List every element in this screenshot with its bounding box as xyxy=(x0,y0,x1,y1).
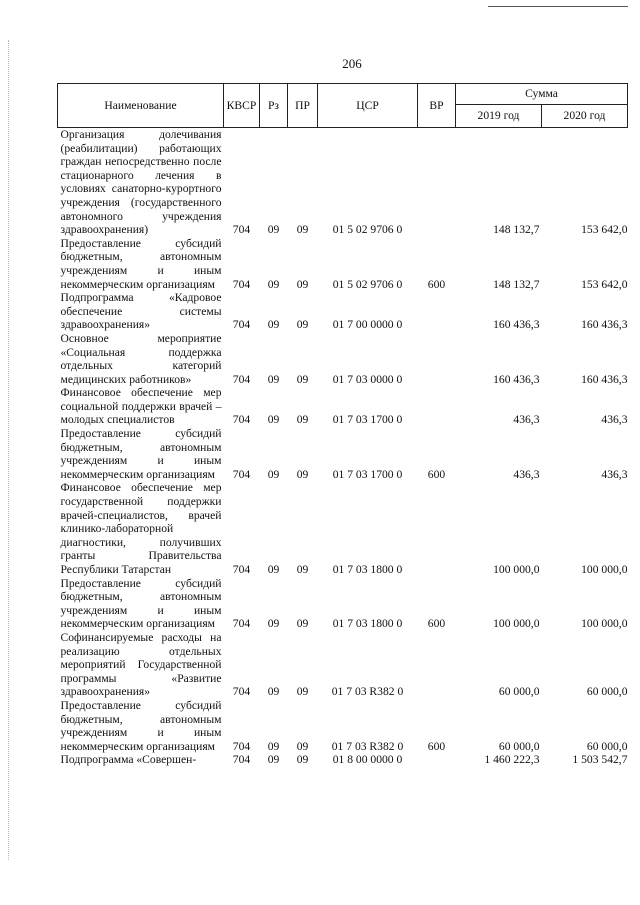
header-rz: Рз xyxy=(260,84,288,128)
row-csr: 01 7 03 1800 0 xyxy=(332,563,403,576)
row-rz: 09 xyxy=(267,739,280,753)
row-sum-2019: 436,3 xyxy=(513,413,540,427)
header-csr: ЦСР xyxy=(318,84,418,128)
table-row xyxy=(58,332,628,386)
row-pr: 09 xyxy=(296,372,309,386)
row-pr: 09 xyxy=(296,739,309,753)
row-sum-2020: 60 000,0 xyxy=(586,685,628,699)
row-pr: 09 xyxy=(296,413,309,427)
row-rz: 09 xyxy=(267,753,280,767)
row-sum-2020: 60 000,0 xyxy=(586,739,628,753)
row-pr: 09 xyxy=(296,467,309,481)
row-sum-2020: 100 000,0 xyxy=(581,617,628,631)
table-row xyxy=(58,237,628,291)
row-vr xyxy=(418,128,456,237)
row-name: Финансовое обеспечение мер социальной поддержки врачей – молодых специалистов xyxy=(60,386,222,427)
row-csr: 01 7 03 R382 0 xyxy=(331,685,404,699)
row-rz: 09 xyxy=(267,277,280,291)
row-sum-2020: 436,3 xyxy=(601,467,628,481)
row-rz: 09 xyxy=(267,413,280,427)
row-csr: 01 8 00 0000 0 xyxy=(332,753,403,767)
row-rz: 09 xyxy=(267,563,280,576)
row-kvsr: 704 xyxy=(232,277,251,291)
row-pr: 09 xyxy=(296,318,309,332)
row-sum-2020: 1 503 542,7 xyxy=(572,753,628,767)
table-row xyxy=(58,631,628,699)
row-kvsr: 704 xyxy=(232,372,251,386)
row-csr: 01 7 03 1700 0 xyxy=(332,467,403,481)
row-pr: 09 xyxy=(296,753,309,767)
table-header xyxy=(58,84,628,128)
row-sum-2019: 1 460 222,3 xyxy=(484,753,540,767)
row-kvsr: 704 xyxy=(232,467,251,481)
table-row xyxy=(58,481,628,576)
row-kvsr: 704 xyxy=(232,318,251,332)
row-csr: 01 7 00 0000 0 xyxy=(332,318,403,332)
row-sum-2019: 148 132,7 xyxy=(493,277,540,291)
header-sum: Сумма xyxy=(456,84,628,105)
row-rz: 09 xyxy=(267,685,280,699)
row-sum-2019: 100 000,0 xyxy=(493,617,540,631)
table-row xyxy=(58,699,628,753)
row-kvsr: 704 xyxy=(232,617,251,631)
header-name: Наименование xyxy=(58,84,224,128)
row-csr: 01 5 02 9706 0 xyxy=(332,277,403,291)
table-body xyxy=(58,128,628,767)
row-pr: 09 xyxy=(296,223,309,237)
row-vr xyxy=(418,481,456,576)
row-name: Подпрограмма «Кадровое обеспечение системы здравоохранения» xyxy=(60,291,222,332)
header-kvsr: КВСР xyxy=(224,84,260,128)
row-name: Предоставление субсидий бюджетным, автономным учреждениям и иным некоммерческим организациям xyxy=(60,427,222,481)
row-kvsr: 704 xyxy=(232,413,251,427)
top-rule xyxy=(488,6,628,7)
row-vr xyxy=(418,753,456,767)
table-row xyxy=(58,128,628,237)
row-name: Финансовое обеспечение мер государственной поддержки врачей-специалистов, врачей клинико-лабораторной диагностики, получивших гранты Правительства Республики Татарстан xyxy=(60,481,222,576)
row-sum-2020: 436,3 xyxy=(601,413,628,427)
row-sum-2019: 60 000,0 xyxy=(498,685,540,699)
header-pr: ПР xyxy=(288,84,318,128)
row-sum-2020: 100 000,0 xyxy=(581,563,628,576)
row-vr: 600 xyxy=(427,467,446,481)
row-sum-2019: 60 000,0 xyxy=(498,739,540,753)
row-name: Подпрограмма «Совершен- xyxy=(60,753,197,767)
row-rz: 09 xyxy=(267,372,280,386)
row-vr xyxy=(418,291,456,332)
row-kvsr: 704 xyxy=(232,753,251,767)
row-sum-2019: 436,3 xyxy=(513,467,540,481)
row-pr: 09 xyxy=(296,685,309,699)
row-sum-2020: 153 642,0 xyxy=(581,277,628,291)
row-kvsr: 704 xyxy=(232,685,251,699)
row-name: Предоставление субсидий бюджетным, автономным учреждениям и иным некоммерческим организациям xyxy=(60,236,222,291)
header-vr: ВР xyxy=(418,84,456,128)
row-sum-2020: 153 642,0 xyxy=(581,223,628,237)
table-row xyxy=(58,577,628,631)
row-sum-2019: 160 436,3 xyxy=(493,318,540,332)
table-row xyxy=(58,386,628,427)
row-rz: 09 xyxy=(267,223,280,237)
row-pr: 09 xyxy=(296,277,309,291)
row-vr: 600 xyxy=(427,617,446,631)
row-csr: 01 7 03 R382 0 xyxy=(331,739,404,753)
binding-edge-marks xyxy=(8,40,9,860)
row-name: Основное мероприятие «Социальная поддержка отдельных категорий медицинских работников» xyxy=(60,331,222,386)
row-rz: 09 xyxy=(267,467,280,481)
row-vr: 600 xyxy=(427,739,446,753)
row-kvsr: 704 xyxy=(232,739,251,753)
row-rz: 09 xyxy=(267,617,280,631)
row-rz: 09 xyxy=(267,318,280,332)
row-pr: 09 xyxy=(296,563,309,576)
row-sum-2019: 160 436,3 xyxy=(493,372,540,386)
row-vr: 600 xyxy=(427,277,446,291)
row-csr: 01 5 02 9706 0 xyxy=(332,223,403,237)
table-row xyxy=(58,427,628,481)
row-name: Предоставление субсидий бюджетным, автономным учреждениям и иным некоммерческим организациям xyxy=(60,576,222,631)
row-vr xyxy=(418,631,456,699)
page-number: 206 xyxy=(342,56,362,71)
row-sum-2019: 100 000,0 xyxy=(493,563,540,576)
row-name: Предоставление субсидий бюджетным, автономным учреждениям и иным некоммерческим организациям xyxy=(60,698,222,753)
row-csr: 01 7 03 1700 0 xyxy=(332,413,403,427)
budget-table xyxy=(57,83,628,767)
row-name: Софинансируемые расходы на реализацию отдельных мероприятий Государственной программы «Развитие здравоохранения» xyxy=(60,630,222,699)
row-kvsr: 704 xyxy=(232,563,251,576)
row-sum-2020: 160 436,3 xyxy=(581,318,628,332)
row-kvsr: 704 xyxy=(232,223,251,237)
table-row xyxy=(58,291,628,332)
header-2020: 2020 год xyxy=(542,105,628,128)
header-2019: 2019 год xyxy=(456,105,542,128)
row-name: Организация долечивания (реабилитации) работающих граждан непосредственно после стационарного лечения в условиях санаторно-курортного учреждения (государственного автономного учреждения здравоохранения) xyxy=(60,128,222,237)
row-sum-2020: 160 436,3 xyxy=(581,372,628,386)
row-pr: 09 xyxy=(296,617,309,631)
row-sum-2019: 148 132,7 xyxy=(493,223,540,237)
row-csr: 01 7 03 0000 0 xyxy=(332,372,403,386)
table-row xyxy=(58,753,628,767)
row-vr xyxy=(418,386,456,427)
row-csr: 01 7 03 1800 0 xyxy=(332,617,403,631)
row-vr xyxy=(418,332,456,386)
